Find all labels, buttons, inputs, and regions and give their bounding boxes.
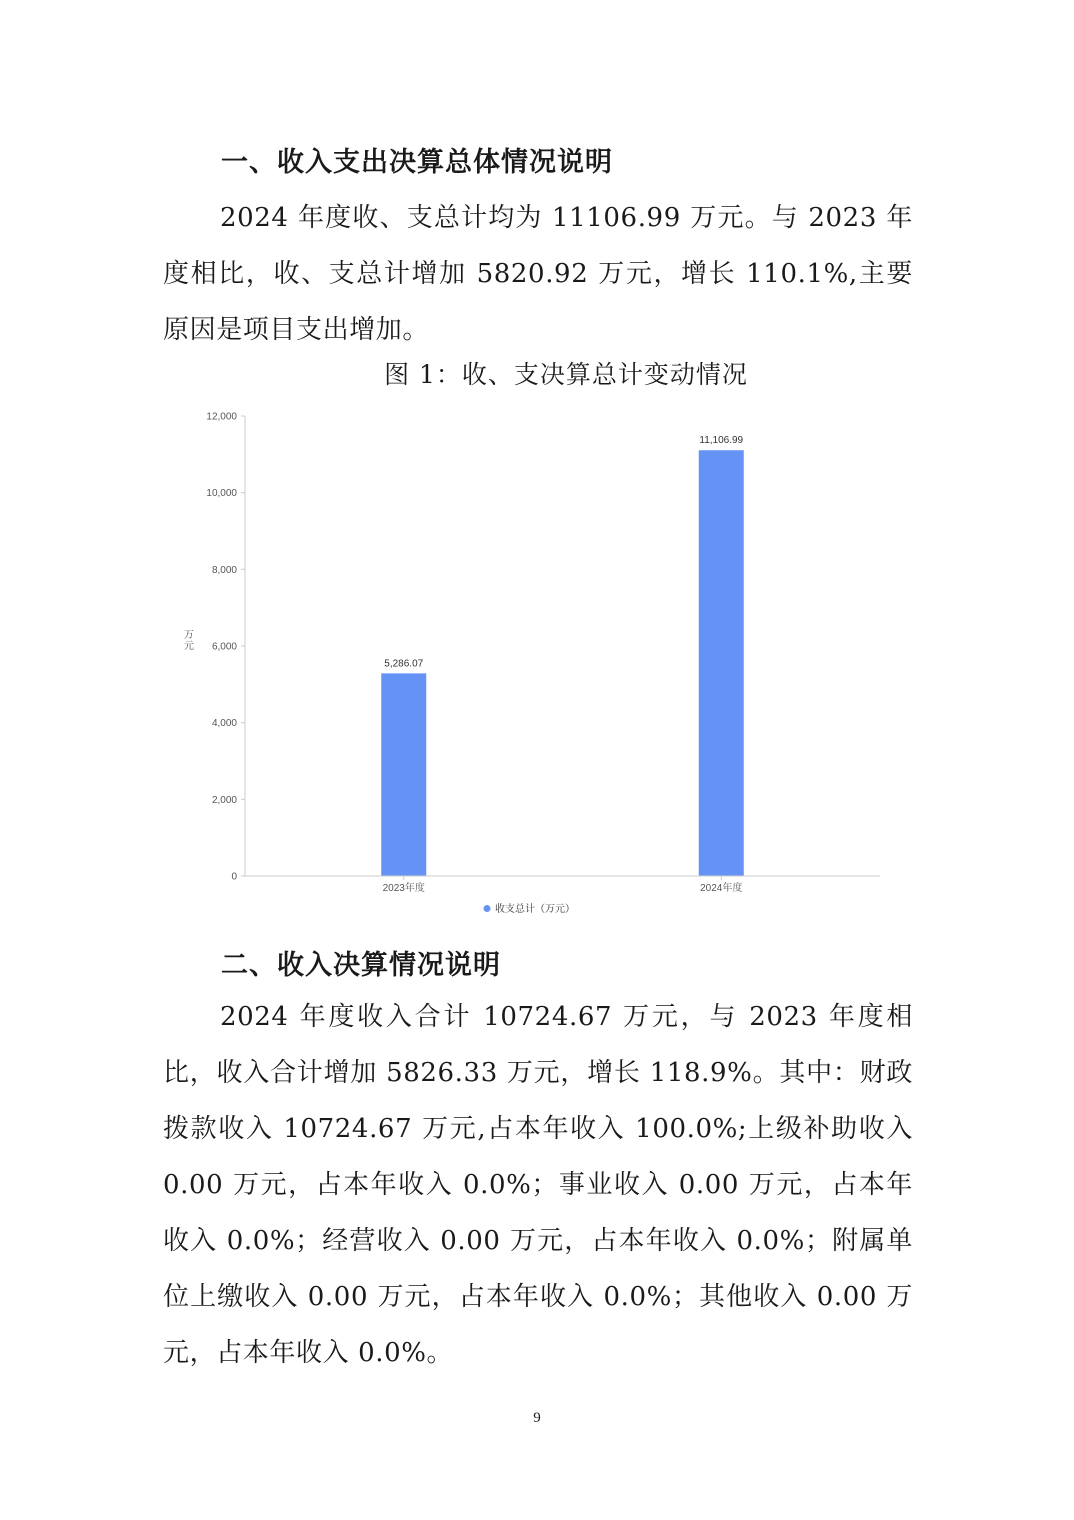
x-tick-label: 2023年度 (382, 883, 425, 894)
bar (699, 450, 744, 876)
section1-heading: 一、收入支出决算总体情况说明 (221, 147, 613, 178)
y-axis-label-char: 万 (184, 630, 194, 641)
page-number: 9 (533, 1410, 541, 1426)
bar (381, 673, 426, 876)
data-label: 11,106.99 (699, 435, 744, 447)
figure1-caption: 图 1：收、支决算总计变动情况 (384, 360, 748, 389)
bar-chart-svg (175, 402, 895, 932)
y-axis-label-char: 元 (184, 641, 194, 652)
bar-chart (175, 402, 895, 932)
y-tick-label: 8,000 (211, 564, 237, 576)
data-label: 5,286.07 (384, 658, 424, 670)
y-tick-label: 6,000 (211, 641, 237, 653)
bars (381, 435, 744, 876)
legend-label: 收支总计（万元） (495, 904, 575, 915)
y-tick-label: 12,000 (206, 411, 237, 423)
y-axis (184, 412, 245, 883)
y-tick-label: 10,000 (206, 488, 237, 500)
section2-paragraph: 2024 年度收入合计 10724.67 万元，与 2023 年度相比，收入合计增加 5826.33 万元，增长 118.9%。其中：财政拨款收入 10724.67 万元,占本年收入 100.0%;上级补助收入 0.00 万元，占本年收入 0.0%；事业收入 0.00 万元，占本年收入 0.0%；经营收入 0.00 万元，占本年收入 0.0%；附属单位上缴收入 0.00 万元，占本年收入 0.0%；其他收入 0.00 万元，占本年收入 0.0%。 (163, 1002, 913, 1368)
x-axis (245, 876, 880, 894)
x-tick-label: 2024年度 (700, 883, 743, 894)
y-tick-label: 2,000 (211, 794, 237, 806)
y-tick-label: 4,000 (211, 718, 237, 730)
y-tick-label: 0 (231, 871, 237, 883)
section2-heading: 二、收入决算情况说明 (221, 950, 501, 981)
legend (484, 902, 576, 915)
legend-marker (484, 905, 491, 912)
section1-paragraph: 2024 年度收、支总计均为 11106.99 万元。与 2023 年度相比，收、支总计增加 5820.92 万元，增长 110.1%,主要原因是项目支出增加。 (163, 203, 913, 345)
